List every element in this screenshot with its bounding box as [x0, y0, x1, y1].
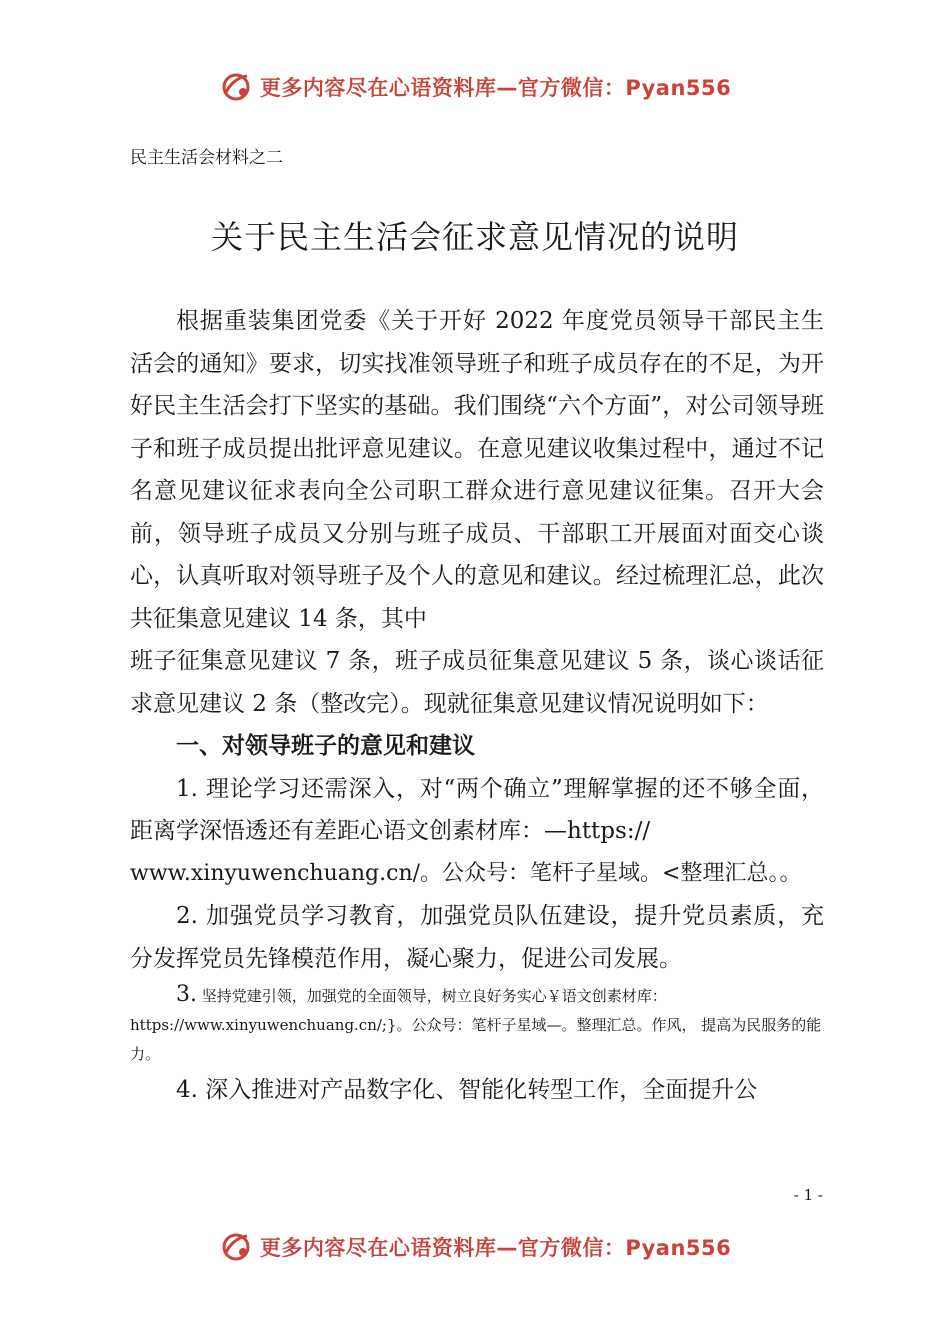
logo-icon — [219, 1230, 253, 1264]
list-item-3 — [130, 980, 824, 1011]
list-item-2: 2. 加强党员学习教育，加强党员队伍建设，提升党员素质，充分发挥党员先锋模范作用，凝心聚力，促进公司发展。 — [130, 903, 824, 972]
logo-icon — [219, 70, 253, 104]
document-body — [130, 300, 824, 1112]
banner-text: 更多内容尽在心语资料库—官方微信：Pyan556 — [259, 1236, 732, 1260]
footer-watermark-banner — [0, 1230, 950, 1274]
intro-paragraph: 根据重装集团党委《关于开好 2022 年度党员领导干部民主生活会的通知》要求，切实找准领导班子和班子成员存在的不足，为开好民主生活会打下坚实的基础。我们围绕“六个方面”，对公司领导班子和班子成员提出批评意见建议。在意见建议收集过程中，通过不记名意见建议征求表向全公司职工群众进行意见建议征集。召开大会前，领导班子成员又分别与班子成员、干部职工开展面对面交心谈心，认真听取对领导班子及个人的意见和建议。经过梳理汇总，此次共征集意见建议 14 条，其中 — [130, 308, 824, 632]
list-item-3-number: 3. — [176, 982, 197, 1007]
list-item-1: 1. 理论学习还需深入，对“两个确立”理解掌握的还不够全面，距离学深悟透还有差距心语文创素材库：—https:// — [130, 775, 824, 844]
document-subtitle: 民主生活会材料之二 — [130, 148, 283, 168]
list-item-4: 4. 深入推进对产品数字化、智能化转型工作，全面提升公 — [176, 1077, 758, 1103]
list-item-3-continued: https://www.xinyuwenchuang.cn/;}。公众号：笔杆子星域—。整理汇总。作风， 提高为民服务的能力。 — [130, 1016, 822, 1063]
document-title: 关于民主生活会征求意见情况的说明 — [210, 218, 739, 256]
section-heading: 一、对领导班子的意见和建议 — [176, 732, 475, 759]
page-number: - 1 - — [793, 1186, 823, 1204]
header-watermark-banner — [0, 70, 950, 114]
intro-paragraph-continued: 班子征集意见建议 7 条，班子成员征集意见建议 5 条，谈心谈话征求意见建议 2 条（整改完）。现就征集意见建议情况说明如下： — [130, 648, 824, 717]
banner-text: 更多内容尽在心语资料库—官方微信：Pyan556 — [259, 76, 732, 100]
list-item-1-continued: www.xinyuwenchuang.cn/。公众号：笔杆子星域。<整理汇总。。 — [130, 860, 802, 886]
list-item-3-text: 坚持党建引领，加强党的全面领导，树立良好务实心￥语文创素材库： — [197, 987, 667, 1005]
